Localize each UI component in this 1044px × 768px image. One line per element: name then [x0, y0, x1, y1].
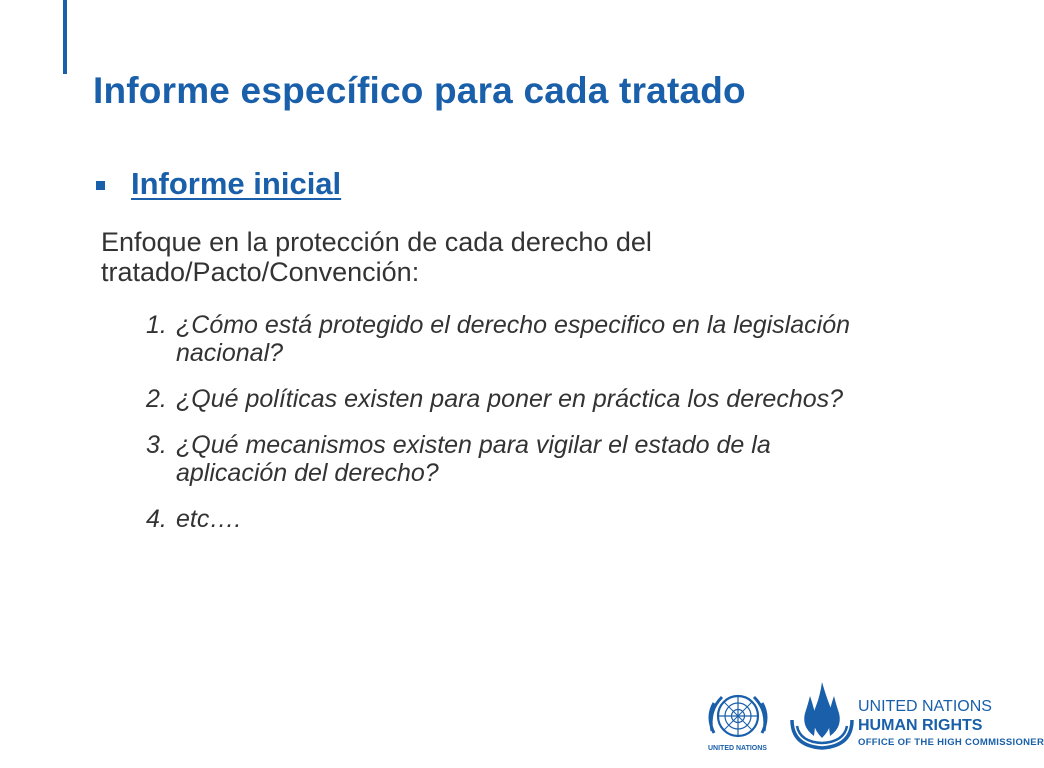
list-item [146, 385, 886, 413]
list-item-number: 3. [146, 431, 167, 459]
ohchr-flame-icon [792, 682, 852, 748]
slide-title: Informe específico para cada tratado [93, 70, 746, 111]
title-accent-bar [63, 0, 67, 74]
list-item [146, 431, 886, 487]
questions-list [146, 311, 886, 551]
list-item-text: ¿Qué mecanismos existen para vigilar el estado de la aplicación del derecho? [176, 431, 771, 487]
list-item-text: etc…. [176, 505, 242, 533]
square-bullet-icon [96, 181, 105, 190]
ohchr-logo-line1: UNITED NATIONS [858, 698, 992, 715]
list-item-number: 1. [146, 311, 167, 339]
ohchr-logo-line3: OFFICE OF THE HIGH COMMISSIONER [858, 737, 1044, 748]
un-logo-caption: UNITED NATIONS [708, 745, 767, 752]
list-item-text: ¿Cómo está protegido el derecho especifico en la legislación nacional? [176, 311, 850, 367]
un-emblem-icon [710, 696, 766, 736]
ohchr-logo-line2: HUMAN RIGHTS [858, 717, 983, 734]
list-item-text: ¿Qué políticas existen para poner en práctica los derechos? [176, 385, 844, 413]
informe-inicial-link[interactable]: Informe inicial [131, 166, 342, 201]
list-item-number: 2. [146, 385, 167, 413]
intro-text: Enfoque en la protección de cada derecho del tratado/Pacto/Convención: [101, 227, 652, 287]
list-item [146, 505, 886, 533]
list-item [146, 311, 886, 367]
bullet-row [96, 166, 341, 202]
list-item-number: 4. [146, 505, 167, 533]
